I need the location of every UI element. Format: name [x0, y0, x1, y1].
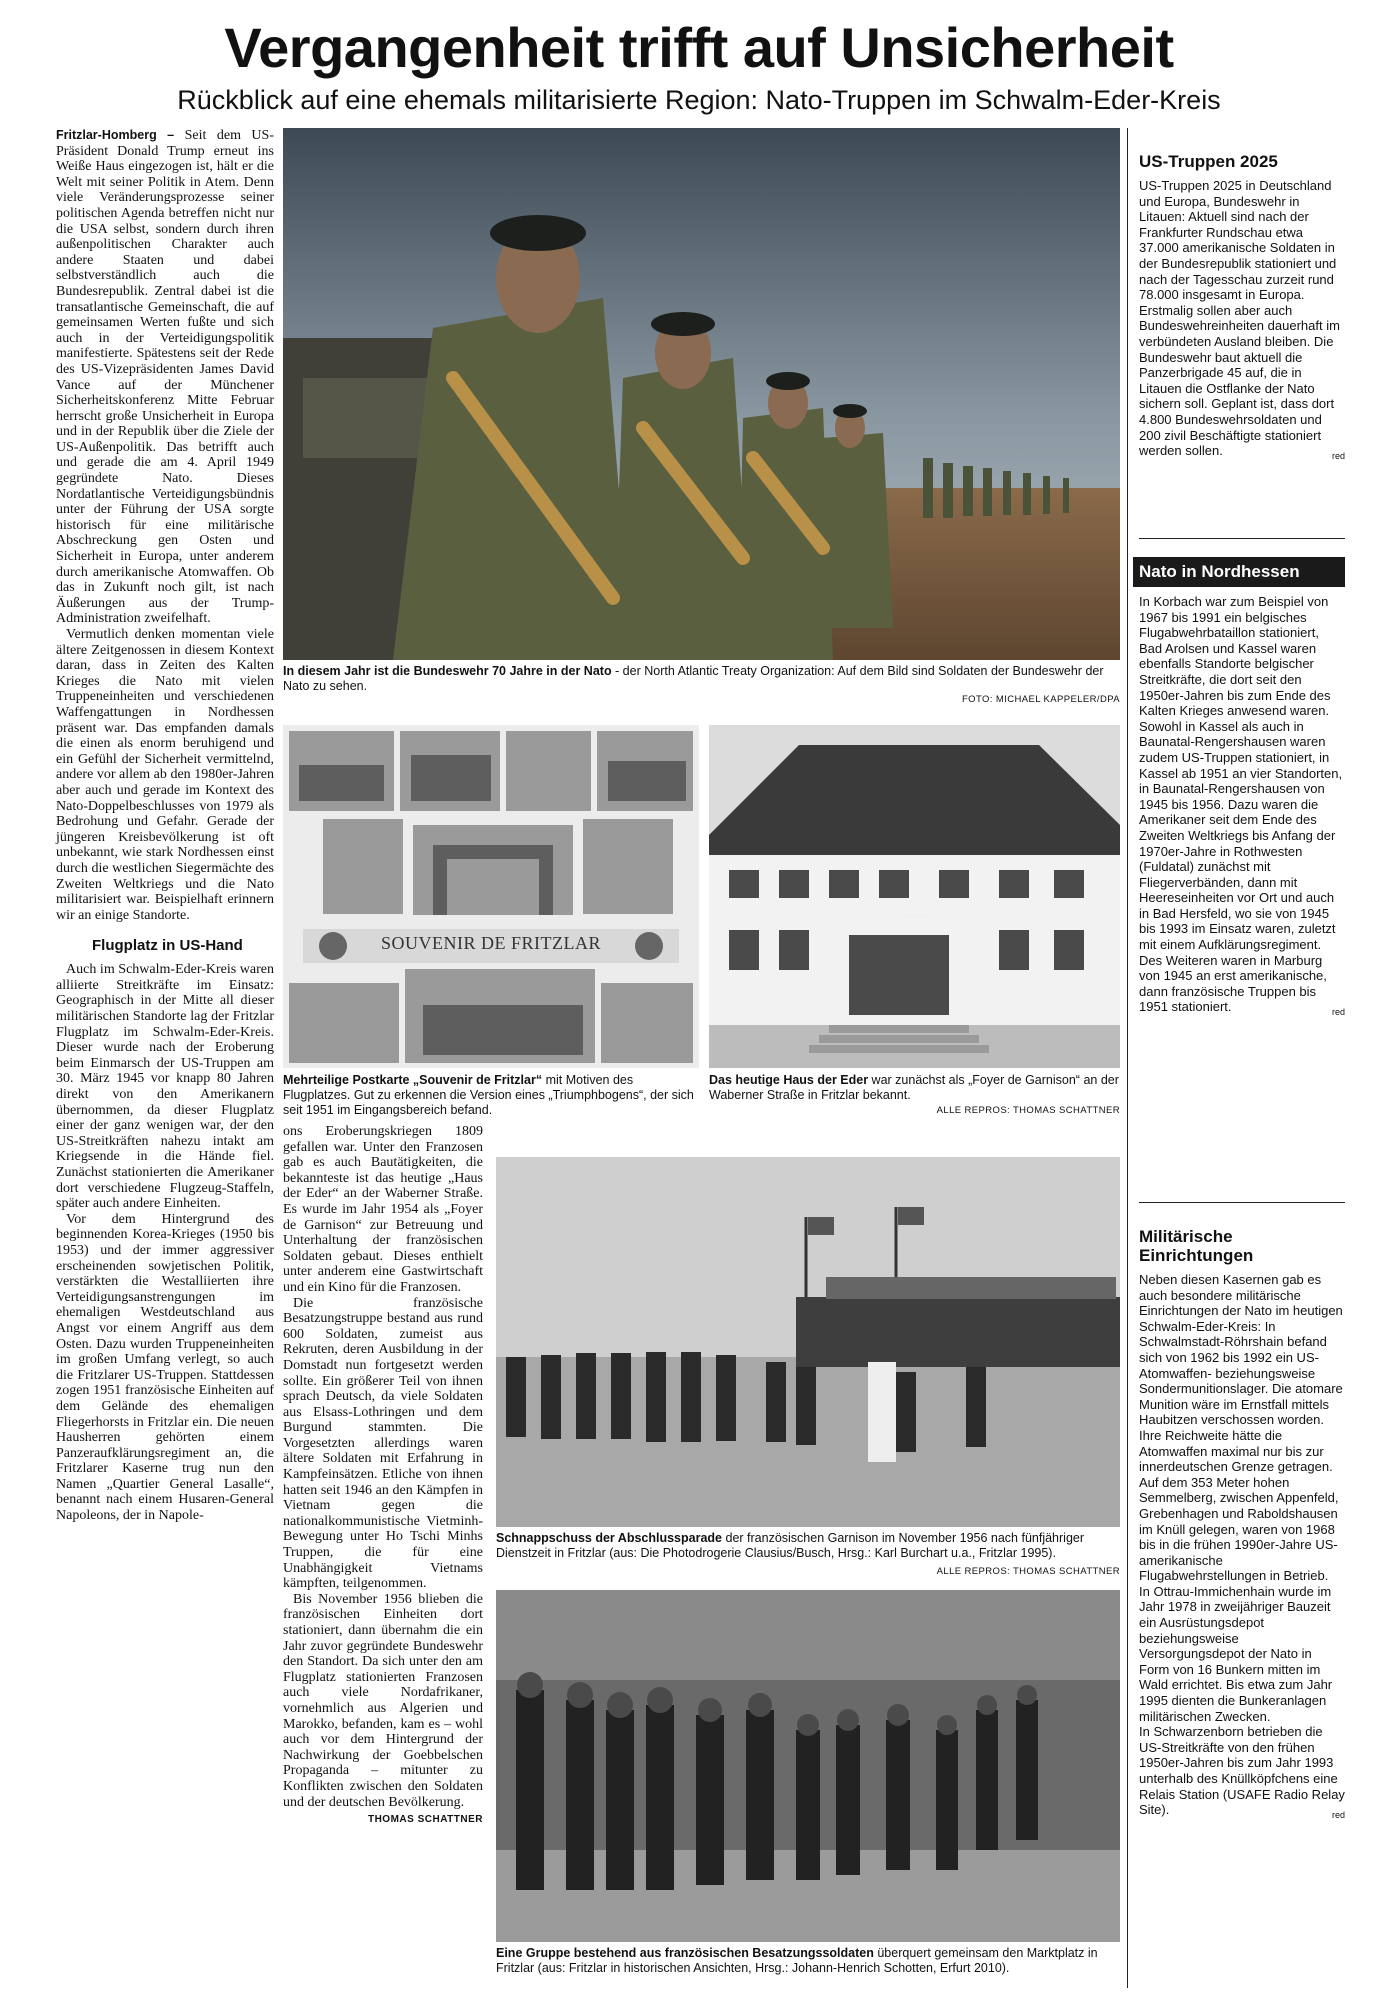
headline: Vergangenheit trifft auf Unsicherheit [224, 16, 1174, 79]
sidebar-title: Militärische Einrichtungen [1139, 1227, 1254, 1265]
caption-lead: Das heutige Haus der Eder [709, 1073, 869, 1087]
sidebar-box-us-truppen [1139, 152, 1345, 464]
article-paragraph: Vor dem Hintergrund des beginnenden Korea-Krieges (1950 bis 1953) und der immer aggressiver erscheinenden sowjetischen Politik, verstärkten die Westalliierten ihre Verteidigungsanstrengungen im ehemaligen Westdeutschland aus Angst vor einem Angriff aus dem Osten. Dazu wurden Truppeneinheiten im großen Umfang verlegt, so auch die Fritzlarer US-Truppen. Stattdessen zogen 1951 französische Einheiten auf dem Gelände des ehemaligen Fliegerhorsts in Fritzlar ein. Die neuen Hausherren gehörten einem Panzeraufklärungsregiment an, die Fritzlarer Kaserne trug nun den Namen „Quartier General Lasalle“, benannt nach einem Husaren-General Napoleons, der in Napole- [56, 1211, 274, 1524]
main-photo-soldiers [283, 128, 1120, 660]
sidebar-separator [1139, 1202, 1345, 1203]
sidebar-divider [1127, 128, 1128, 1988]
postcard-illustration [283, 725, 699, 1068]
sidebar-signature: red [1331, 1007, 1345, 1018]
article-column-2 [283, 1124, 483, 1828]
parade-photo [496, 1157, 1120, 1527]
sidebar-signature: red [1331, 1809, 1345, 1820]
article-paragraph: ons Eroberungskriegen 1809 gefallen war. Unter den Franzosen gab es auch Bautätigkeiten, die bekannteste ist das heutige „Haus der Eder“ an der Waberner Straße. Es wurde im Jahr 1954 als „Foyer de Garnison“ zur Betreuung und Unterhaltung der französischen Soldaten gebaut. Dieses enthielt unter anderem eine Gastwirtschaft und ein Kino für die Franzosen. [283, 1124, 483, 1295]
caption-lead: Schnappschuss der Abschlussparade [496, 1531, 723, 1545]
haus-credit: ALLE REPROS: THOMAS SCHATTNER [936, 1105, 1120, 1116]
main-photo-caption [283, 664, 1120, 694]
caption-lead: Eine Gruppe bestehend aus französischen Besatzungssoldaten [496, 1946, 874, 1960]
sidebar-text: Auf dem 353 Meter hohen Semmelberg, zwischen Appenfeld, Grebenhagen und Raboldshausen im Knüll gelegen, waren von 1968 bis in die frühen 1990er-Jahre US-amerikanische Flugabwehrstellungen in Betrieb. [1139, 1474, 1339, 1584]
march-photo [496, 1590, 1120, 1942]
march-illustration [496, 1590, 1120, 1942]
caption-text: der französischen Garnison im November 1956 nach fünfjähriger Dienstzeit in Fritzlar (aus: Die Photodrogerie Clausius/Busch, Hrsg.: Karl Burchart u.a., Fritzlar 1995). [496, 1531, 1085, 1560]
article-intro: Seit dem US-Präsident Donald Trump erneut ins Weiße Haus eingezogen ist, hält er die Welt mit seiner Politik in Atem. Denn viele Veränderungsprozesse seiner politischen Agenda betreffen nicht nur die USA selbst, sondern durch ihren außenpolitischen Charakter auch andere Staaten und dabei selbstverständlich auch die Bundesrepublik. Zentral dabei ist die transatlantische Gemeinschaft, die auf gemeinsamen Werten fußte und sich auch in der Verteidigungspolitik manifestierte. Spätestens seit der Rede des US-Vizepräsidenten James David Vance auf der Münchener Sicherheitskonferenz Mitte Februar herrscht große Unsicherheit in Europa und in der Republik über die Ziele der US-Außenpolitik. Das betrifft auch und gerade die am 4. April 1949 gegründete Nato. Dieses Nordatlantische Verteidigungsbündnis unter der Führung der USA sorgte historisch für eine militärische Abschreckung gen Osten und Sicherheit in Europa, unter anderem durch amerikanische Atomwaffen. Ob das in Zukunft noch gilt, ist nach Äußerungen aus der Trump-Administration zweifelhaft. [56, 128, 274, 627]
parade-credit: ALLE REPROS: THOMAS SCHATTNER [936, 1566, 1120, 1577]
article-subtitle: Flugplatz in US-Hand [92, 937, 243, 955]
sidebar-separator [1139, 538, 1345, 539]
sidebar-text: US-Truppen 2025 in Deutschland und Europa, Bundeswehr in Litauen: Aktuell sind nach der Frankfurter Rundschau etwa 37.000 amerikanische Soldaten in der Bundesrepublik stationiert und nach der Tagesschau zurzeit rund 78.000 insgesamt in Europa. Erstmalig sollen aber auch Bundeswehreinheiten dauerhaft im verbündeten Ausland bleiben. Die Bundeswehr baut aktuell die Panzerbrigade 45 auf, die in Litauen die Ostflanke der Nato sichern soll. Geplant ist, dass dort 4.800 Bundeswehrsoldaten und 200 zivil Beschäftigte stationiert werden sollen. [1139, 178, 1340, 459]
sidebar-text: Neben diesen Kasernen gab es auch besondere militärische Einrichtungen der Nato im heutigen Schwalm-Eder-Kreis: In Schwalmstadt-Röhrshain befand sich von 1962 bis 1992 ein US-Atomwaffen- beziehungsweise Sondermunitionslager. Die atomare Munition wäre im Ernstfall mittels Haubitzen verschossen worden. Ihre Reichweite hätte die Atomwaffen maximal nur bis zur innerdeutschen Grenze getragen. [1139, 1272, 1343, 1475]
caption-text: - der North Atlantic Treaty Organization: Auf dem Bild sind Soldaten der Bundeswehr der Nato zu sehen. [283, 664, 1104, 693]
caption-text: mit Motiven des Flugplatzes. Gut zu erkennen die Version eines „Triumphbogens“, der sich seit 1951 im Eingangsbereich befand. [283, 1073, 694, 1117]
main-photo-credit: FOTO: MICHAEL KAPPELER/DPA [961, 694, 1120, 705]
sidebar-box-nato-nordhessen [1139, 557, 1345, 1021]
sidebar-signature: red [1331, 450, 1345, 461]
article-paragraph: Auch im Schwalm-Eder-Kreis waren alliierte Streitkräfte im Einsatz: Geographisch in der Mitte all dieser militärischen Standorte lag der Fritzlar Flugplatz im Schwalm-Eder-Kreis. Dieser wurde nach der Eroberung beim Einmarsch der US-Truppen am 30. März 1945 vor knapp 80 Jahren direkt von den Amerikanern übernommen, da dieser Flugplatz einer der ganz wenigen war, der den US-Streitkräften nahezu intakt am Kriegsende in die Hände fiel. Zunächst stationierten die Amerikaner dort verschiedene Flugzeug-Staffeln, später auch andere Einheiten. [56, 962, 274, 1212]
caption-lead: In diesem Jahr ist die Bundeswehr 70 Jahre in der Nato [283, 664, 612, 678]
caption-text: war zunächst als „Foyer de Garnison“ an der Waberner Straße in Fritzlar bekannt. [709, 1073, 1119, 1102]
subheadline: Rückblick auf eine ehemals militarisierte Region: Nato-Truppen im Schwalm-Eder-Kreis [177, 85, 1221, 115]
article-paragraph: Bis November 1956 blieben die französischen Einheiten dort stationiert, dann übernahm die ein Jahr zuvor gegründete Bundeswehr den Standort. Da sich unter den am Flugplatz stationierten Franzosen auch viele Nordafrikaner, vornehmlich aus Algerien und Marokko, befanden, kam es – wohl auch vor dem Hintergrund der Nachwirkung der Goebbelschen Propaganda – mitunter zu Konflikten zwischen den Soldaten und der deutschen Bevölkerung. [283, 1591, 483, 1810]
caption-text: überquert gemeinsam den Marktplatz in Fritzlar (aus: Fritzlar in historischen Ansichten, Hrsg.: Johann-Henrich Schotten, Erfurt 2010). [496, 1946, 1098, 1975]
haus-der-eder-photo [709, 725, 1120, 1068]
article-paragraph: Die französische Besatzungstruppe bestand aus rund 600 Soldaten, zumeist aus Rekruten, deren Ausbildung in der Domstadt nun fortgesetzt werden sollte. Ein größerer Teil von ihnen sprach Deutsch, da viele Soldaten aus Elsass-Lothringen und dem Burgund stammten. Die Vorgesetzten allerdings waren ältere Soldaten mit Erfahrung in Kampfeinsätzen. Etliche von ihnen hatten seit 1946 an den Kämpfen in Vietnam gegen die nationalkommunistische Vietminh-Bewegung unter Ho Tschi Minhs Truppen, die für eine Unabhängigkeit Vietnams kämpften, teilgenommen. [283, 1295, 483, 1592]
sidebar-title: US-Truppen 2025 [1139, 152, 1278, 171]
sidebar-text: In Korbach war zum Beispiel von 1967 bis 1991 ein belgisches Flugabwehrbataillon stationiert, Bad Arolsen und Kassel waren ebenfalls Standorte belgischer Streitkräfte, die dort seit den 1950er-Jahren bis zum Ende des Kalten Krieges anwesend waren. Sowohl in Kassel als auch in Baunatal-Rengershausen waren zudem US-Truppen stationiert, in Kassel ab 1951 an vier Standorten, in Baunatal-Rengershausen von 1945 bis 1956. Dazu waren die Amerikaner seit dem Ende des Zweiten Weltkriegs bis Anfang der 1970er-Jahre in Rothwesten (Fuldatal) zunächst mit Fliegerverbänden, dann mit Heereseinheiten vor Ort und auch in Bad Hersfeld, wo sie von 1945 bis 1993 im Einsatz waren, zuletzt mit einem Aufklärungsregiment. Des Weiteren waren in Marburg von 1945 an erst amerikanische, dann französische Truppen bis 1951 stationiert. [1139, 594, 1343, 1015]
postcard-label: SOUVENIR DE FRITZLAR [381, 933, 601, 953]
caption-lead: Mehrteilige Postkarte „Souvenir de Fritzlar“ [283, 1073, 543, 1087]
sidebar-text: In Schwarzenborn betrieben die US-Streitkräfte von den frühen 1950er-Jahren bis zum Jahr 1993 unterhalb des Knüllköpfchens eine Relais Station (USAFE Radio Relay Site). [1139, 1724, 1345, 1818]
parade-illustration [496, 1157, 1120, 1527]
parade-caption [496, 1531, 1120, 1561]
article-paragraph: Vermutlich denken momentan viele ältere Zeitgenossen in diesem Kontext daran, dass in Zeiten des Kalten Krieges die Nato mit vielen Truppeneinheiten und verschiedenen Waffengattungen in Nordhessen präsent war. Das empfanden damals die einen als enorm beruhigend und ein Gefühl der Sicherheit vermittelnd, andere vor allem ab den 1980er-Jahren aber auch und gerade im Kontext des Nato-Doppelbeschlusses von 1979 als Bedrohung und Gefahr. Gerade der jüngeren Kreisbevölkerung ist oft unbekannt, wie stark Nordhessen einst durch die westlichen Siegermächte des Zweiten Weltkriegs und die Nato militarisiert war. Beispielhaft erinnern wir an einige Standorte. [56, 627, 274, 923]
sidebar-text: In Ottrau-Immichenhain wurde im Jahr 1978 in zweijähriger Bauzeit ein Ausrüstungsdepot beziehungsweise Versorgungsdepot der Nato in Form von 16 Bunkern mitten im Wald errichtet. Bis etwa zum Jahr 1995 dienten die Bunkeranlagen militärischen Zwecken. [1139, 1583, 1333, 1724]
article-column-1 [56, 128, 274, 1524]
sidebar-title: Nato in Nordhessen [1133, 557, 1345, 587]
postcard-photo [283, 725, 699, 1068]
dateline: Fritzlar-Homberg – [56, 128, 175, 142]
building-sign: FOYER DE GARNISON [866, 914, 932, 920]
building-illustration [709, 725, 1120, 1068]
soldiers-photo-illustration [283, 128, 1120, 660]
author-byline: THOMAS SCHATTNER [367, 1814, 483, 1826]
postcard-caption [283, 1073, 699, 1118]
haus-caption [709, 1073, 1120, 1103]
sidebar-box-militaerische-einrichtungen [1139, 1227, 1345, 1823]
march-caption [496, 1946, 1120, 1976]
